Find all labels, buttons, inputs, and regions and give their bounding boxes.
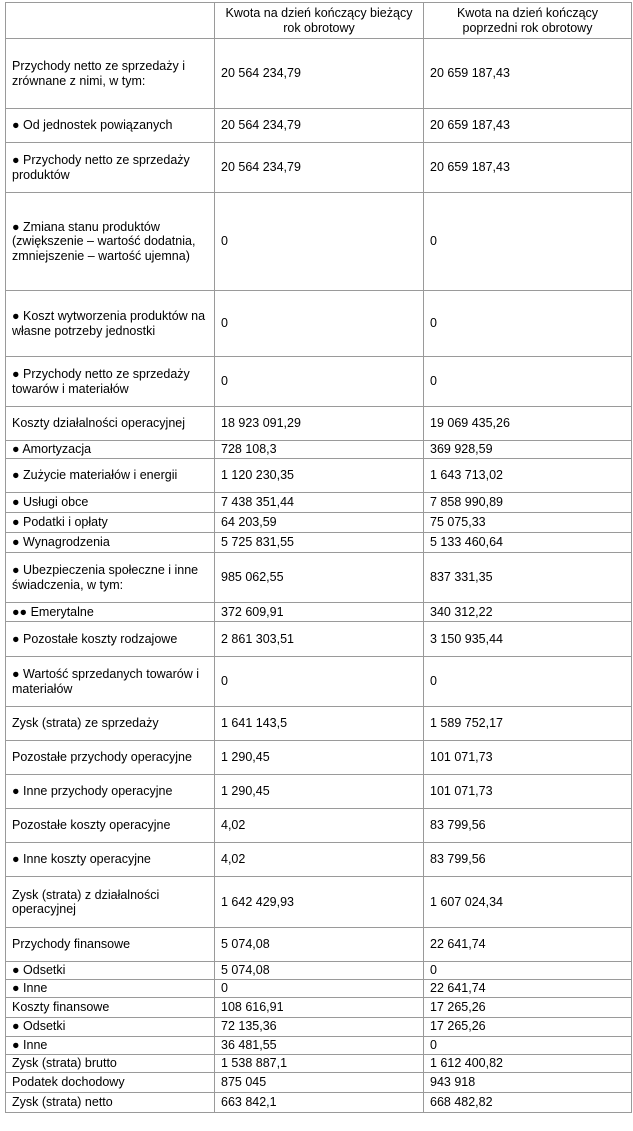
- row-label: ● Podatki i opłaty: [6, 513, 215, 533]
- current-year-value: 1 538 887,1: [215, 1054, 424, 1072]
- current-year-value: 985 062,55: [215, 553, 424, 603]
- table-row: [6, 622, 632, 657]
- row-label: ● Zużycie materiałów i energii: [6, 459, 215, 493]
- previous-year-value: 1 607 024,34: [424, 877, 632, 928]
- current-year-value: 0: [215, 657, 424, 707]
- table-body: [6, 3, 632, 1113]
- table-row: [6, 193, 632, 291]
- row-label: ● Usługi obce: [6, 493, 215, 513]
- table-row: [6, 603, 632, 622]
- table-row: [6, 707, 632, 741]
- row-label: Koszty działalności operacyjnej: [6, 407, 215, 441]
- current-year-value: 1 290,45: [215, 741, 424, 775]
- previous-year-value: 20 659 187,43: [424, 109, 632, 143]
- row-label: Zysk (strata) brutto: [6, 1054, 215, 1072]
- previous-year-value: 20 659 187,43: [424, 39, 632, 109]
- table-row: [6, 979, 632, 997]
- table-row: [6, 459, 632, 493]
- row-label: ● Zmiana stanu produktów (zwiększenie – wartość dodatnia, zmniejszenie – wartość ujemna): [6, 193, 215, 291]
- row-label: ●● Emerytalne: [6, 603, 215, 622]
- previous-year-value: 340 312,22: [424, 603, 632, 622]
- table-row: [6, 39, 632, 109]
- row-label: ● Przychody netto ze sprzedaży produktów: [6, 143, 215, 193]
- row-label: ● Koszt wytworzenia produktów na własne potrzeby jednostki: [6, 291, 215, 357]
- previous-year-value: 22 641,74: [424, 928, 632, 962]
- previous-year-value: 0: [424, 962, 632, 980]
- previous-year-value: 0: [424, 1036, 632, 1054]
- current-year-value: 0: [215, 357, 424, 407]
- header-empty-cell: [6, 3, 215, 39]
- row-label: Podatek dochodowy: [6, 1072, 215, 1092]
- table-row: [6, 809, 632, 843]
- previous-year-value: 1 612 400,82: [424, 1054, 632, 1072]
- previous-year-value: 0: [424, 657, 632, 707]
- table-row: [6, 997, 632, 1017]
- current-year-value: 1 120 230,35: [215, 459, 424, 493]
- row-label: ● Od jednostek powiązanych: [6, 109, 215, 143]
- current-year-value: 5 074,08: [215, 928, 424, 962]
- row-label: ● Inne: [6, 979, 215, 997]
- current-year-value: 663 842,1: [215, 1092, 424, 1112]
- previous-year-value: 75 075,33: [424, 513, 632, 533]
- current-year-value: 36 481,55: [215, 1036, 424, 1054]
- table-row: [6, 877, 632, 928]
- current-year-value: 1 642 429,93: [215, 877, 424, 928]
- row-label: ● Pozostałe koszty rodzajowe: [6, 622, 215, 657]
- previous-year-value: 17 265,26: [424, 1017, 632, 1036]
- header-row: [6, 3, 632, 39]
- table-row: [6, 1054, 632, 1072]
- table-row: [6, 533, 632, 553]
- previous-year-value: 3 150 935,44: [424, 622, 632, 657]
- previous-year-value: 837 331,35: [424, 553, 632, 603]
- current-year-value: 18 923 091,29: [215, 407, 424, 441]
- current-year-value: 0: [215, 193, 424, 291]
- current-year-value: 4,02: [215, 843, 424, 877]
- table-row: [6, 741, 632, 775]
- table-row: [6, 553, 632, 603]
- current-year-value: 5 725 831,55: [215, 533, 424, 553]
- table-row: [6, 1092, 632, 1112]
- table-row: [6, 928, 632, 962]
- previous-year-value: 0: [424, 291, 632, 357]
- row-label: Zysk (strata) netto: [6, 1092, 215, 1112]
- table-row: [6, 1036, 632, 1054]
- previous-year-value: 83 799,56: [424, 843, 632, 877]
- row-label: ● Inne przychody operacyjne: [6, 775, 215, 809]
- current-year-value: 1 290,45: [215, 775, 424, 809]
- current-year-value: 2 861 303,51: [215, 622, 424, 657]
- table-row: [6, 1072, 632, 1092]
- current-year-value: 20 564 234,79: [215, 143, 424, 193]
- previous-year-value: 22 641,74: [424, 979, 632, 997]
- row-label: ● Inne koszty operacyjne: [6, 843, 215, 877]
- table-row: [6, 775, 632, 809]
- previous-year-value: 17 265,26: [424, 997, 632, 1017]
- previous-year-value: 369 928,59: [424, 441, 632, 459]
- current-year-value: 1 641 143,5: [215, 707, 424, 741]
- income-statement-table: [5, 2, 632, 1113]
- header-previous-year: Kwota na dzień kończący poprzedni rok obrotowy: [424, 3, 632, 39]
- table-row: [6, 441, 632, 459]
- table-row: [6, 407, 632, 441]
- row-label: Pozostałe koszty operacyjne: [6, 809, 215, 843]
- table-row: [6, 143, 632, 193]
- table-row: [6, 109, 632, 143]
- table-row: [6, 962, 632, 980]
- table-row: [6, 357, 632, 407]
- current-year-value: 7 438 351,44: [215, 493, 424, 513]
- current-year-value: 108 616,91: [215, 997, 424, 1017]
- current-year-value: 372 609,91: [215, 603, 424, 622]
- header-current-year: Kwota na dzień kończący bieżący rok obrotowy: [215, 3, 424, 39]
- table-row: [6, 657, 632, 707]
- current-year-value: 0: [215, 979, 424, 997]
- previous-year-value: 0: [424, 357, 632, 407]
- table-row: [6, 1017, 632, 1036]
- previous-year-value: 1 589 752,17: [424, 707, 632, 741]
- previous-year-value: 83 799,56: [424, 809, 632, 843]
- current-year-value: 0: [215, 291, 424, 357]
- row-label: Przychody finansowe: [6, 928, 215, 962]
- table-row: [6, 493, 632, 513]
- table-row: [6, 291, 632, 357]
- current-year-value: 20 564 234,79: [215, 39, 424, 109]
- row-label: Pozostałe przychody operacyjne: [6, 741, 215, 775]
- row-label: ● Wynagrodzenia: [6, 533, 215, 553]
- row-label: ● Wartość sprzedanych towarów i materiałów: [6, 657, 215, 707]
- current-year-value: 72 135,36: [215, 1017, 424, 1036]
- previous-year-value: 20 659 187,43: [424, 143, 632, 193]
- current-year-value: 875 045: [215, 1072, 424, 1092]
- previous-year-value: 7 858 990,89: [424, 493, 632, 513]
- table-row: [6, 843, 632, 877]
- current-year-value: 20 564 234,79: [215, 109, 424, 143]
- row-label: Przychody netto ze sprzedaży i zrównane z nimi, w tym:: [6, 39, 215, 109]
- table-row: [6, 513, 632, 533]
- previous-year-value: 101 071,73: [424, 741, 632, 775]
- row-label: Zysk (strata) z działalności operacyjnej: [6, 877, 215, 928]
- previous-year-value: 943 918: [424, 1072, 632, 1092]
- previous-year-value: 5 133 460,64: [424, 533, 632, 553]
- previous-year-value: 101 071,73: [424, 775, 632, 809]
- row-label: ● Ubezpieczenia społeczne i inne świadczenia, w tym:: [6, 553, 215, 603]
- row-label: ● Amortyzacja: [6, 441, 215, 459]
- current-year-value: 728 108,3: [215, 441, 424, 459]
- current-year-value: 4,02: [215, 809, 424, 843]
- row-label: Koszty finansowe: [6, 997, 215, 1017]
- row-label: ● Inne: [6, 1036, 215, 1054]
- row-label: ● Przychody netto ze sprzedaży towarów i materiałów: [6, 357, 215, 407]
- row-label: Zysk (strata) ze sprzedaży: [6, 707, 215, 741]
- previous-year-value: 1 643 713,02: [424, 459, 632, 493]
- row-label: ● Odsetki: [6, 962, 215, 980]
- current-year-value: 5 074,08: [215, 962, 424, 980]
- previous-year-value: 0: [424, 193, 632, 291]
- previous-year-value: 668 482,82: [424, 1092, 632, 1112]
- row-label: ● Odsetki: [6, 1017, 215, 1036]
- previous-year-value: 19 069 435,26: [424, 407, 632, 441]
- current-year-value: 64 203,59: [215, 513, 424, 533]
